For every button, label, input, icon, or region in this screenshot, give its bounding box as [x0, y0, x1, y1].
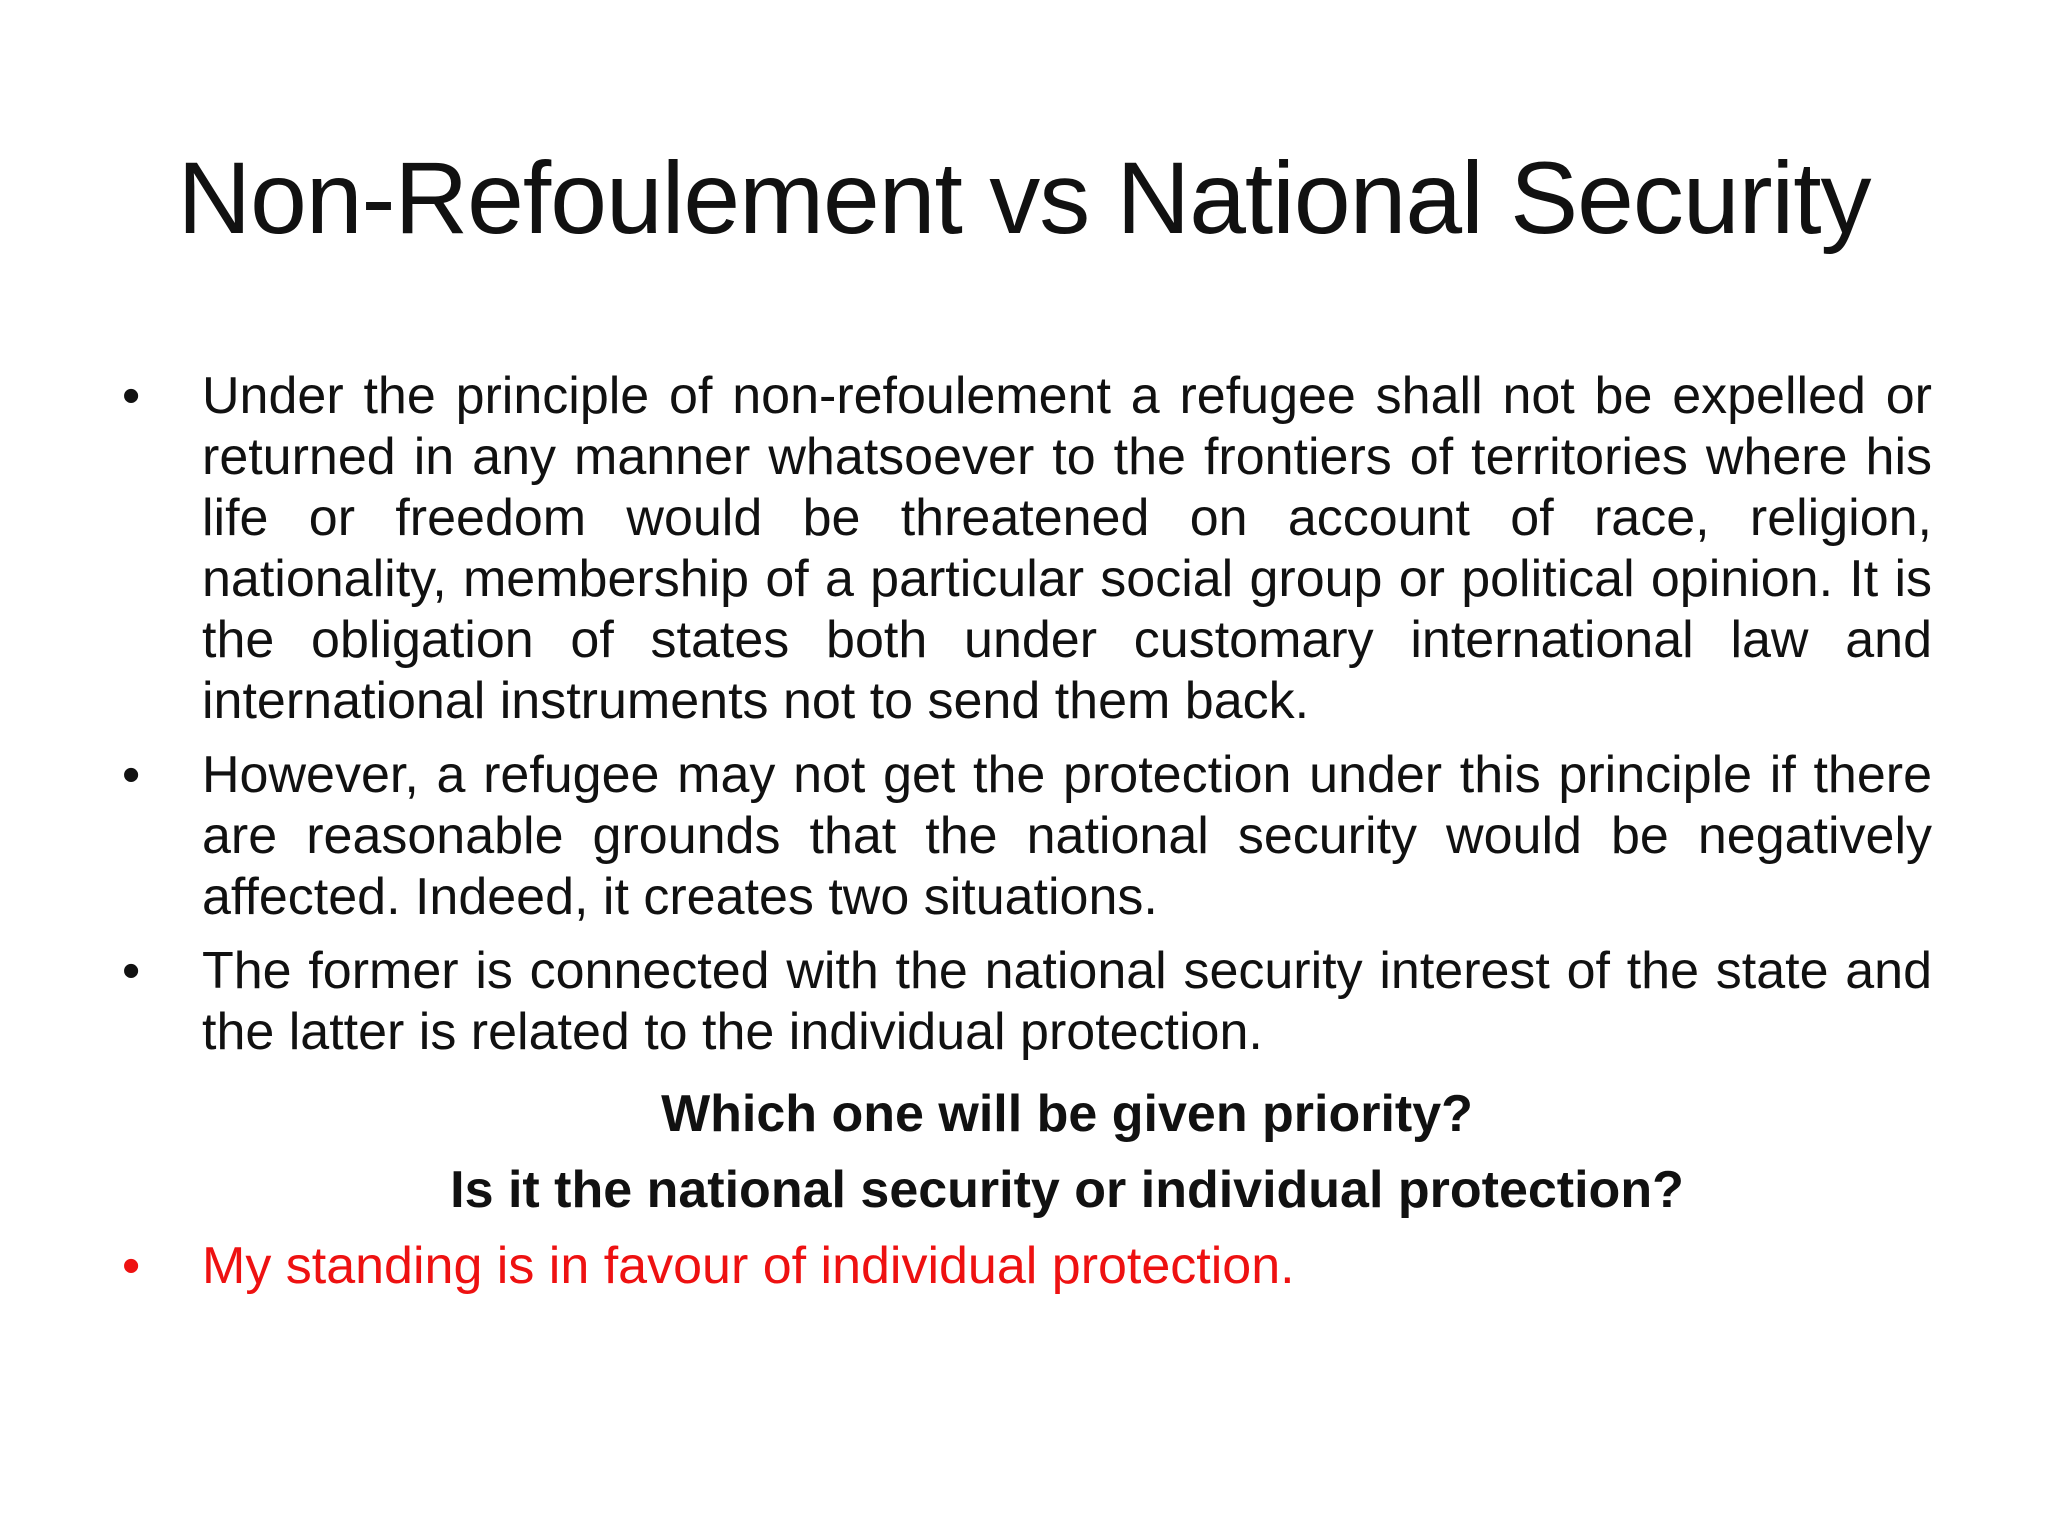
question-choice: Is it the national security or individual protection?: [450, 1161, 1684, 1219]
bullet-icon: •: [122, 367, 141, 425]
conclusion-bullet: [112, 1236, 1932, 1297]
slide-body: [112, 366, 1932, 1310]
bullet-item: [112, 366, 1932, 732]
bullet-icon: •: [122, 942, 141, 1000]
bullet-icon: •: [122, 1237, 141, 1295]
bullet-icon: •: [122, 746, 141, 804]
bullet-item: [112, 745, 1932, 928]
bullet-item: [112, 941, 1932, 1063]
bullet-text: The former is connected with the national security interest of the state and the latter is related to the individual protection.: [202, 942, 1932, 1061]
slide-title: Non-Refoulement vs National Security: [177, 141, 1871, 255]
conclusion-text: My standing is in favour of individual protection.: [202, 1237, 1295, 1295]
bullet-text: Under the principle of non-refoulement a refugee shall not be expelled or returned in any manner whatsoever to the frontiers of territories where his life or freedom would be threatened on account of race, religion, nationality, membership of a particular social group or political opinion. It is the obligation of states both under customary international law and international instruments not to send them back.: [202, 367, 1932, 730]
bullet-text: However, a refugee may not get the protection under this principle if there are reasonable grounds that the national security would be negatively affected. Indeed, it creates two situations.: [202, 746, 1932, 926]
question-priority: Which one will be given priority?: [661, 1085, 1473, 1143]
